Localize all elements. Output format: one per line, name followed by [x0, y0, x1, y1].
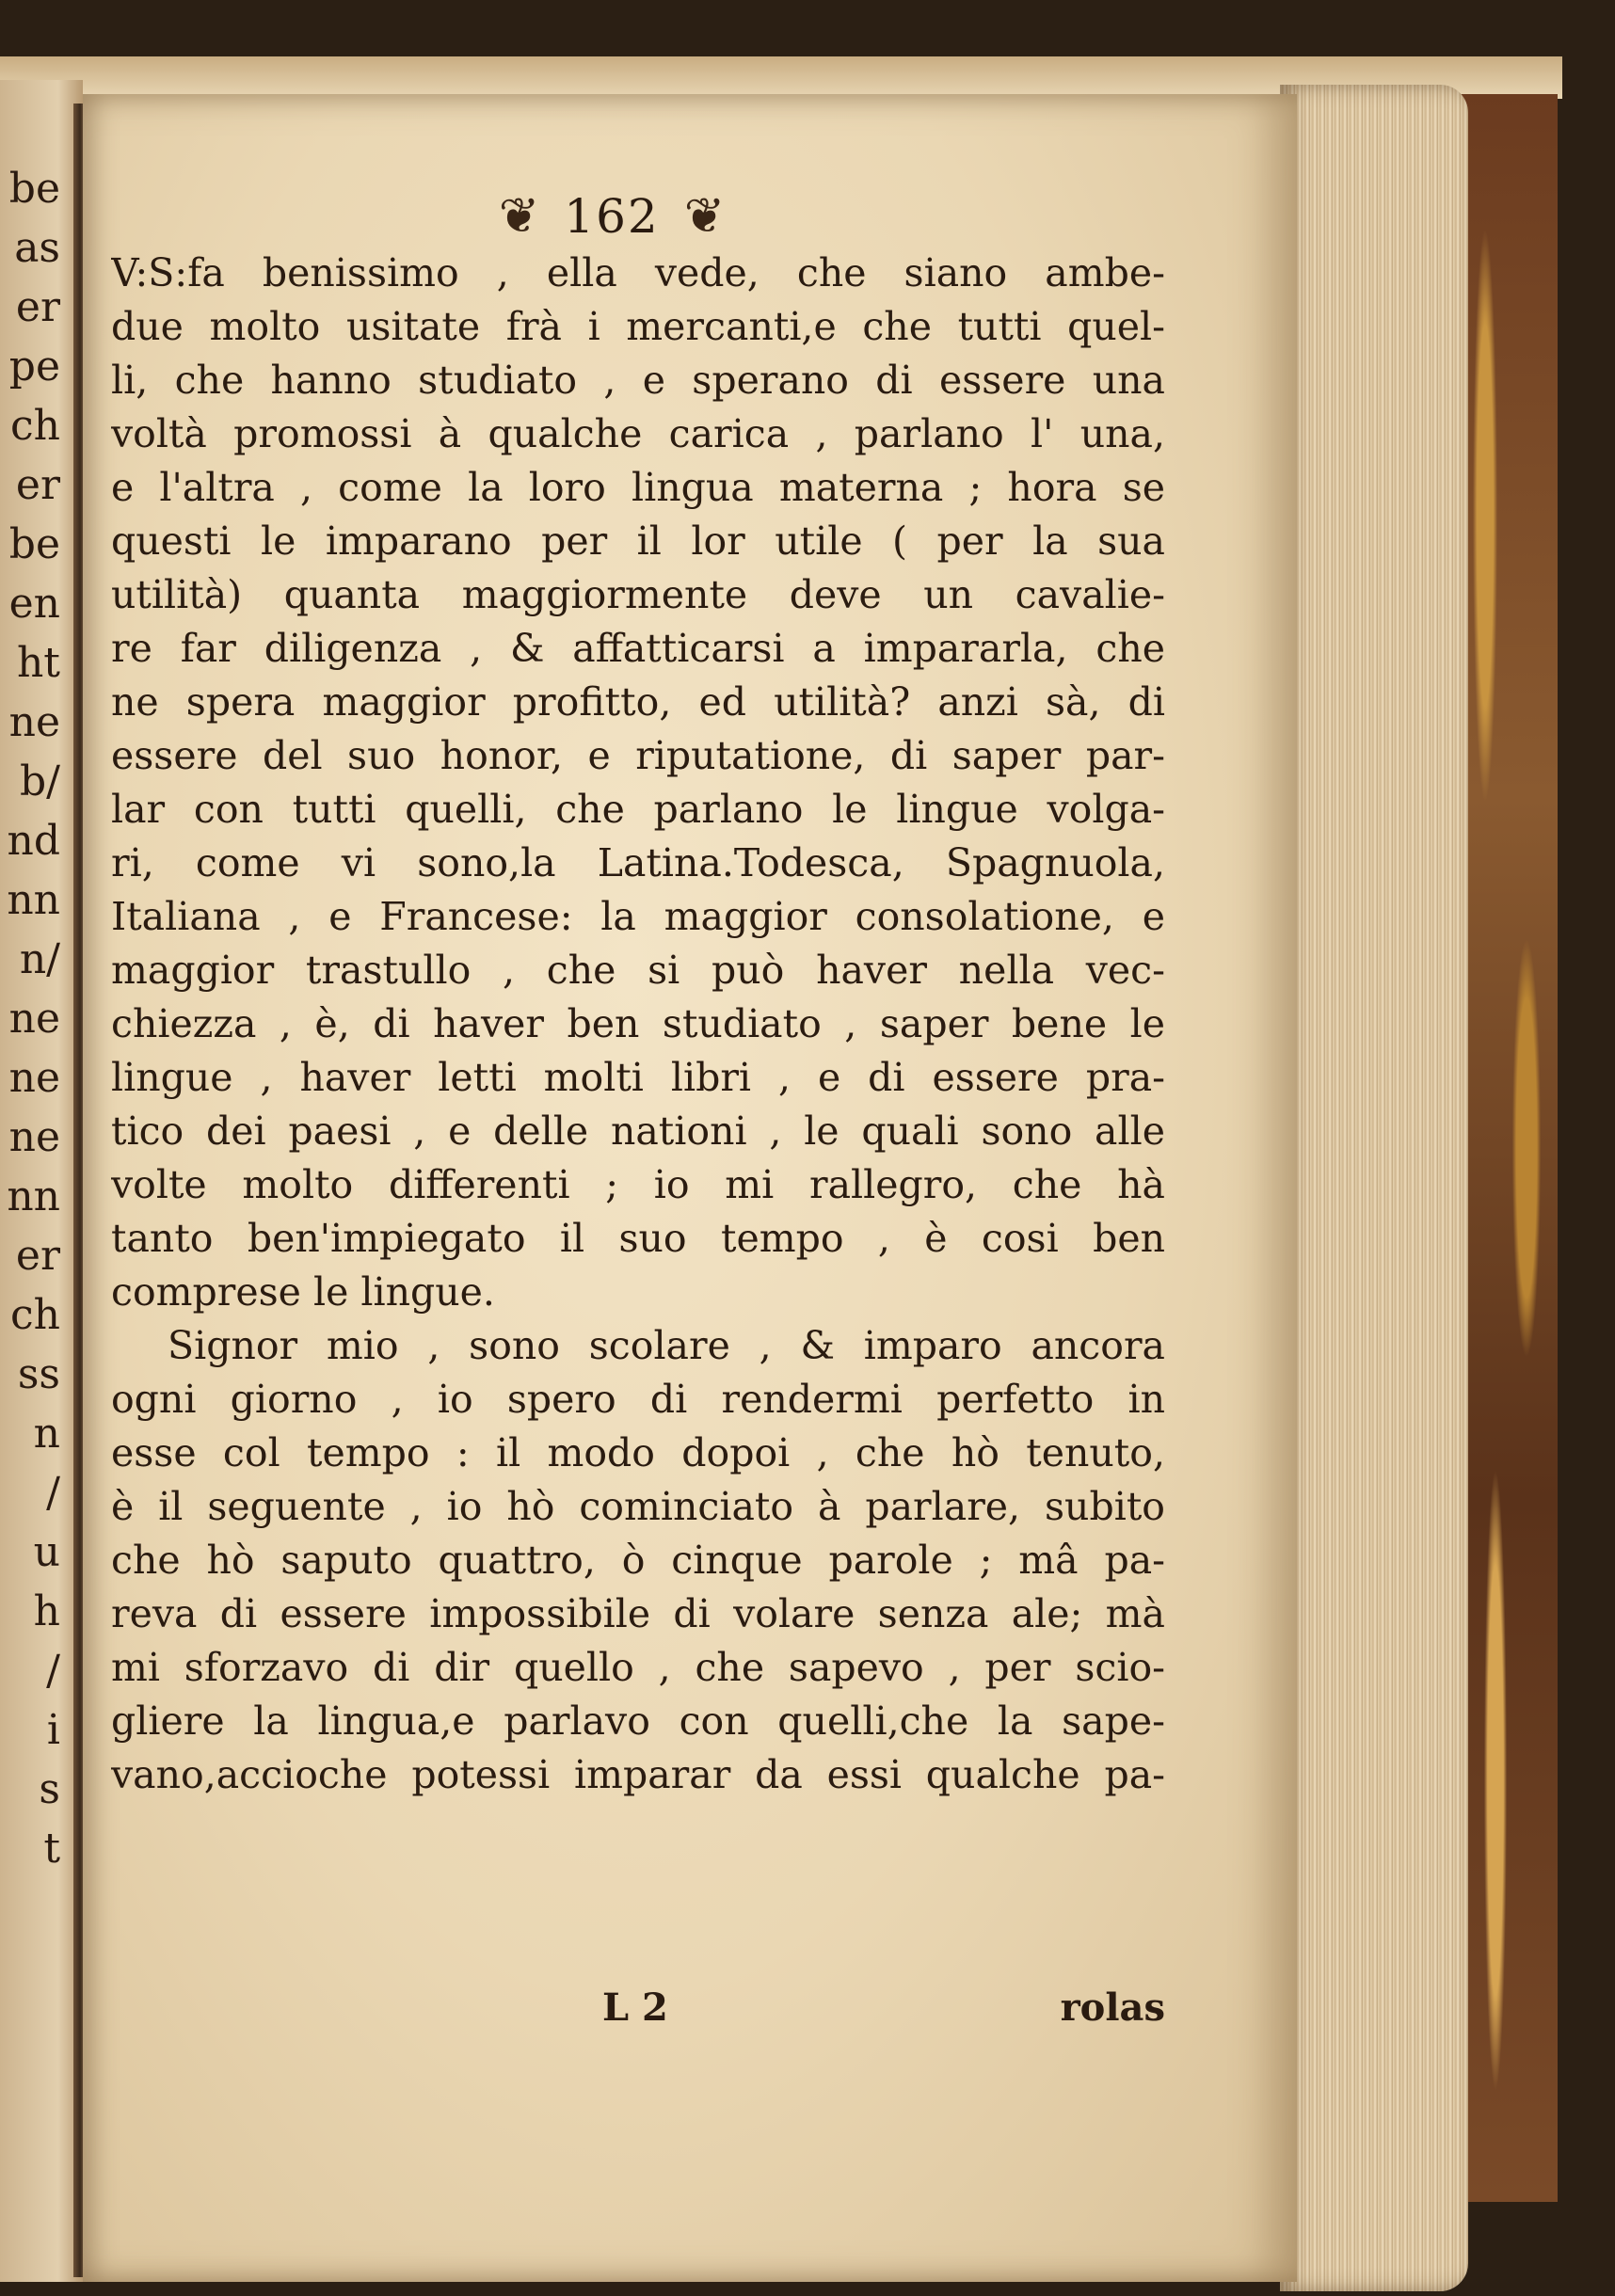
text-line: V:S:fa benissimo , ella vede, che siano ambe- — [111, 250, 1165, 295]
facing-page-line-fragment: t — [43, 1825, 60, 1873]
fleuron-right-icon: ❦ — [683, 188, 726, 245]
page-footer — [111, 1985, 1165, 2042]
catchword: rolas — [1060, 1985, 1165, 2030]
text-line: è il seguente , io hò cominciato à parlare, subito — [111, 1484, 1165, 1529]
text-line: Italiana , e Francese: la maggior consolatione, e — [111, 894, 1165, 939]
facing-page-line-fragment: ch — [10, 402, 60, 450]
signature-mark: L 2 — [602, 1985, 668, 2030]
facing-page-line-fragment: ss — [17, 1350, 60, 1398]
text-line: maggior trastullo , che si può haver nella vec- — [111, 948, 1165, 993]
page-edges — [1280, 85, 1468, 2291]
facing-page-line-fragment: b/ — [20, 757, 60, 805]
text-line: chiezza , è, di haver ben studiato , saper bene le — [111, 1001, 1165, 1046]
facing-page-line-fragment: en — [8, 580, 60, 628]
facing-page-line-fragment: / — [46, 1469, 60, 1517]
fleuron-left-icon: ❦ — [498, 188, 540, 245]
text-line: ri, come vi sono,la Latina.Todesca, Spagnuola, — [111, 840, 1165, 885]
facing-page-line-fragment: h — [33, 1587, 60, 1635]
facing-page-line-fragment: er — [15, 461, 60, 509]
text-line: ne spera maggior profitto, ed utilità? anzi sà, di — [111, 679, 1165, 725]
facing-page-line-fragment: pe — [8, 343, 60, 391]
text-line: Signor mio , sono scolare , & imparo ancora — [168, 1323, 1165, 1368]
text-line: esse col tempo : il modo dopoi , che hò tenuto, — [111, 1430, 1165, 1475]
text-line: li, che hanno studiato , e sperano di essere una — [111, 358, 1165, 403]
text-line: vano,accioche potessi imparar da essi qualche pa- — [111, 1752, 1165, 1797]
text-line: che hò saputo quattro, ò cinque parole ; mâ pa- — [111, 1538, 1165, 1583]
marbled-cover — [1454, 94, 1558, 2202]
text-line: essere del suo honor, e riputatione, di saper par- — [111, 733, 1165, 778]
text-line: e l'altra , come la loro lingua materna ; hora se — [111, 465, 1165, 510]
facing-page-line-fragment: s — [39, 1765, 60, 1813]
facing-page-line-fragment: nn — [7, 1172, 60, 1220]
facing-page-fragment — [0, 80, 83, 2282]
text-line: questi le imparano per il lor utile ( per la sua — [111, 518, 1165, 564]
text-line: volte molto differenti ; io mi rallegro, che hà — [111, 1162, 1165, 1207]
facing-page-line-fragment: ne — [8, 1054, 60, 1102]
text-line: voltà promossi à qualche carica , parlano l' una, — [111, 411, 1165, 456]
facing-page-line-fragment: ne — [8, 698, 60, 746]
facing-page-line-fragment: ch — [10, 1291, 60, 1339]
facing-page-line-fragment: n/ — [19, 935, 60, 983]
text-line: mi sforzavo di dir quello , che sapevo , per scio- — [111, 1645, 1165, 1690]
facing-page-line-fragment: i — [46, 1706, 60, 1754]
text-line: gliere la lingua,e parlavo con quelli,che la sape- — [111, 1698, 1165, 1744]
text-line: utilità) quanta maggiormente deve un cavalie- — [111, 572, 1165, 617]
text-line: due molto usitate frà i mercanti,e che tutti quel- — [111, 304, 1165, 349]
facing-page-line-fragment: n — [33, 1410, 60, 1458]
text-line: tanto ben'impiegato il suo tempo , è cosi ben — [111, 1216, 1165, 1261]
facing-page-line-fragment: ht — [16, 639, 60, 687]
text-line: comprese le lingue. — [111, 1269, 495, 1315]
facing-page-line-fragment: u — [33, 1528, 60, 1576]
facing-page-line-fragment: be — [8, 520, 60, 568]
facing-page-line-fragment: be — [8, 165, 60, 213]
text-line: re far diligenza , & affatticarsi a impararla, che — [111, 626, 1165, 671]
facing-page-line-fragment: er — [15, 283, 60, 331]
page-header — [461, 179, 762, 254]
facing-page-line-fragment: nd — [7, 817, 60, 865]
facing-page-line-fragment: nn — [7, 876, 60, 924]
text-line: lar con tutti quelli, che parlano le lingue volga- — [111, 787, 1165, 832]
text-line: tico dei paesi , e delle nationi , le quali sono alle — [111, 1108, 1165, 1154]
page-text — [111, 247, 1165, 1802]
text-line: ogni giorno , io spero di rendermi perfetto in — [111, 1377, 1165, 1422]
facing-page-line-fragment: ne — [8, 1113, 60, 1161]
text-line: lingue , haver letti molti libri , e di essere pra- — [111, 1055, 1165, 1100]
facing-page-line-fragment: er — [15, 1232, 60, 1280]
facing-page-line-fragment: as — [14, 224, 60, 272]
facing-page-line-fragment: ne — [8, 995, 60, 1043]
page-number: 162 — [564, 189, 660, 244]
text-line: reva di essere impossibile di volare senza ale; mà — [111, 1591, 1165, 1636]
facing-page-line-fragment: / — [46, 1647, 60, 1695]
